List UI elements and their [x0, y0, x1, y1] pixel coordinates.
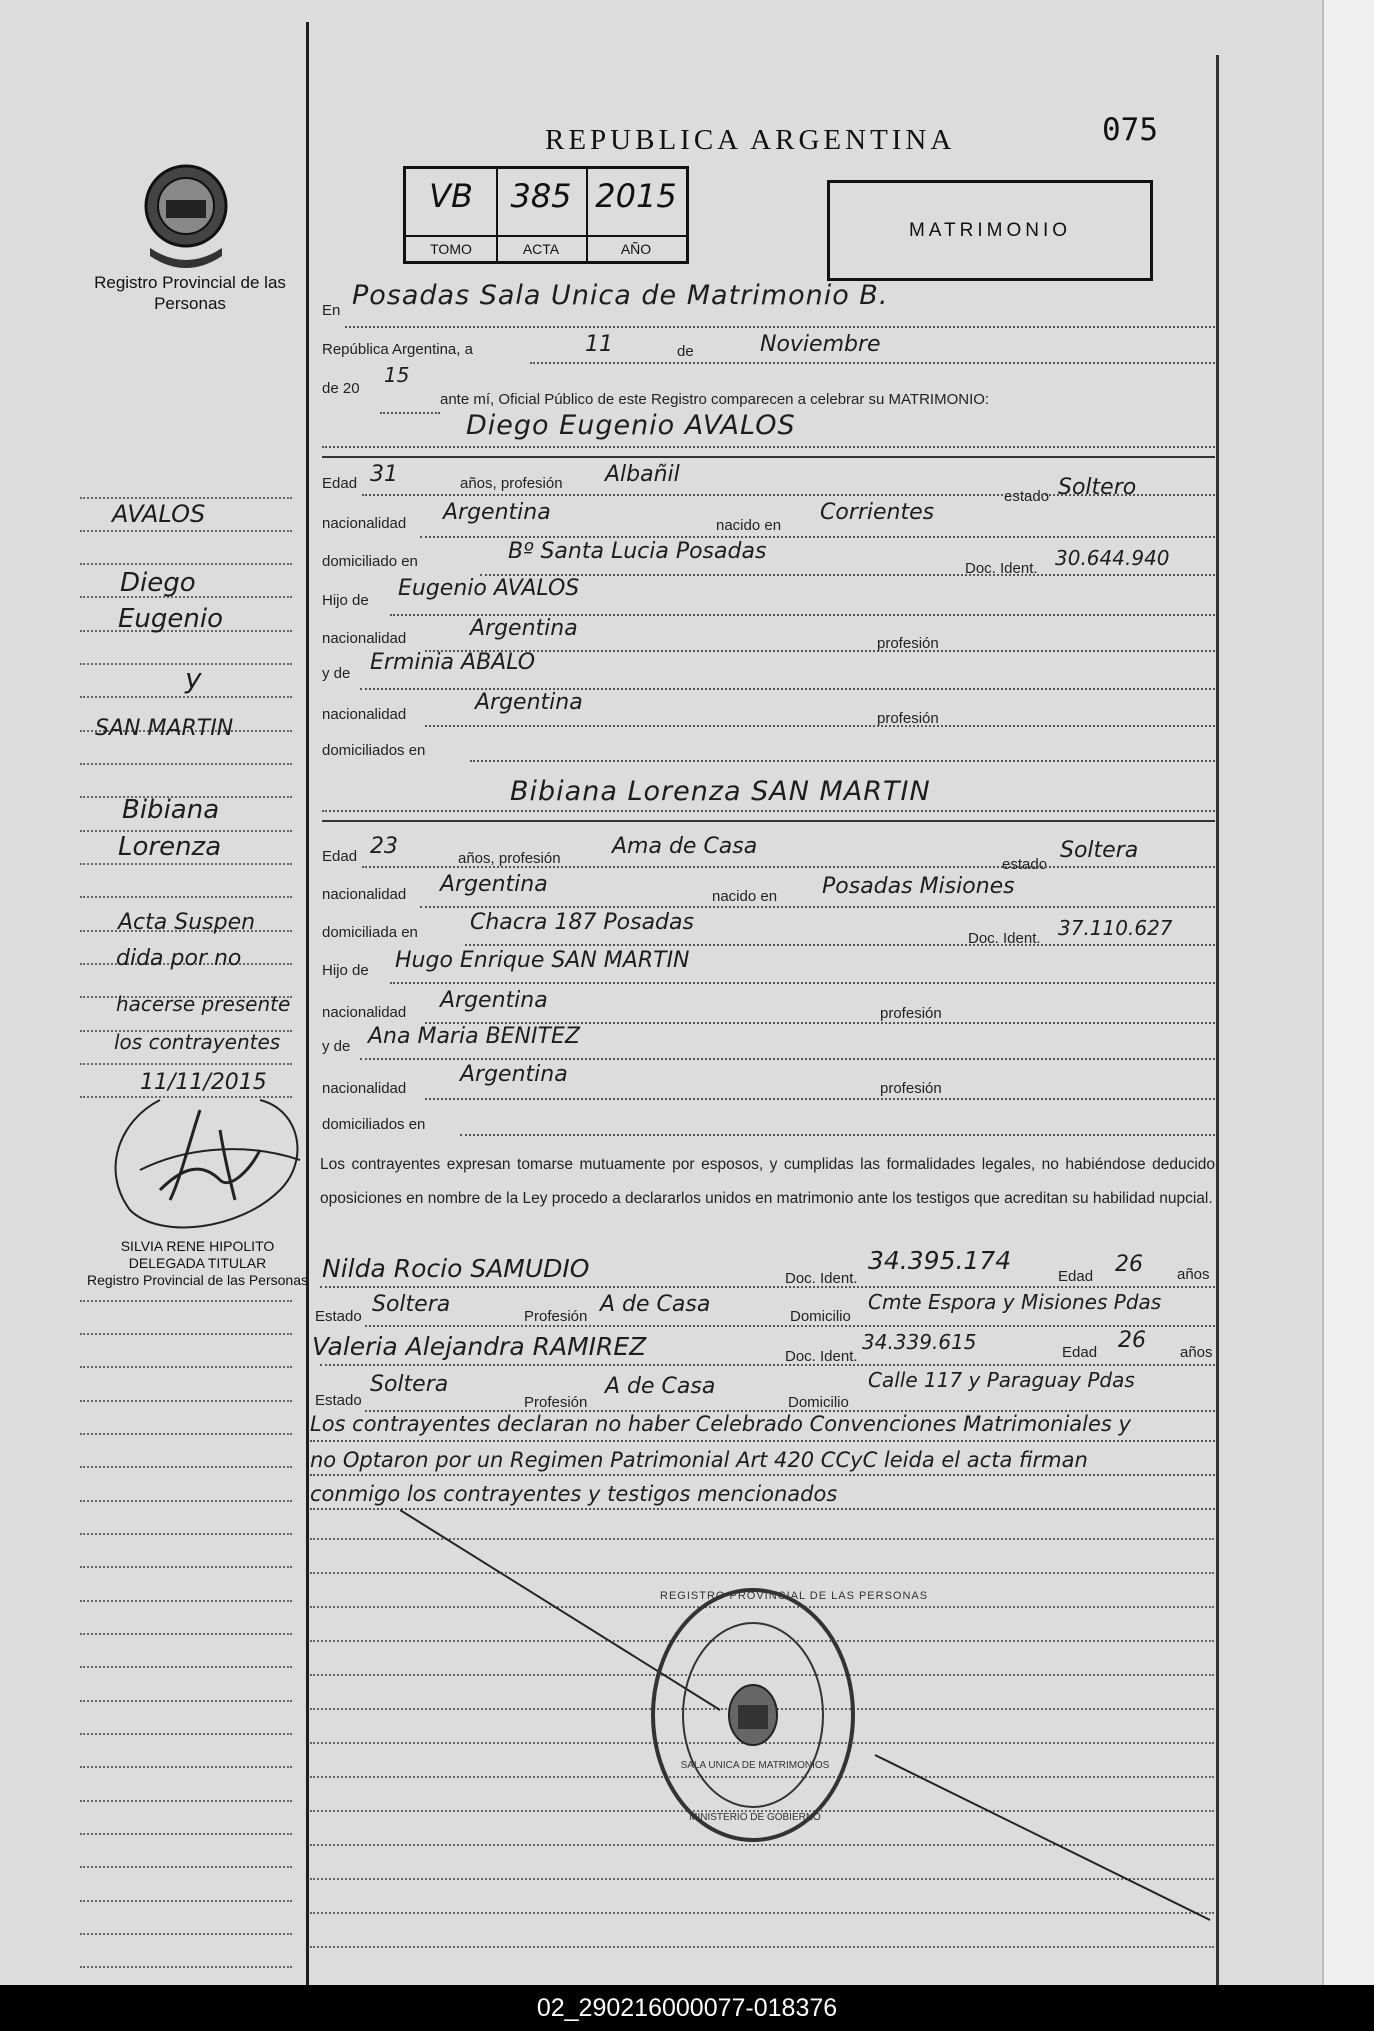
- witness1-age: 26: [1115, 1252, 1143, 1277]
- acta-cell: [496, 169, 588, 261]
- bride-edad-label: Edad: [322, 848, 358, 865]
- margin-note-4: los contrayentes: [114, 1030, 281, 1054]
- stamp-inner-text: SALA UNICA DE MATRIMONIOS: [680, 1760, 830, 1771]
- witness1-estado-label: Estado: [315, 1308, 362, 1325]
- groom-nationality: Argentina: [443, 500, 551, 525]
- witness1-profession: A de Casa: [600, 1292, 711, 1317]
- ante-label: ante mí, Oficial Público de este Registro comparecen a celebrar su MATRIMONIO:: [440, 391, 990, 408]
- official-signature-icon: [100, 1080, 310, 1240]
- groom-dom-label: domiciliado en: [322, 553, 418, 570]
- witness2-address: Calle 117 y Paraguay Pdas: [868, 1368, 1135, 1392]
- acta-label: ACTA: [496, 235, 586, 261]
- groom-mother-nac-label: nacionalidad: [322, 706, 407, 723]
- stamp-outer-text: REGISTRO PROVINCIAL DE LAS PERSONAS: [660, 1590, 929, 1602]
- groom-father: Eugenio AVALOS: [398, 576, 580, 601]
- note-line-1: Los contrayentes declaran no haber Celebrado Convenciones Matrimoniales y: [310, 1412, 1131, 1436]
- witness2-name: Valeria Alejandra RAMIREZ: [312, 1332, 647, 1361]
- groom-edad-label: Edad: [322, 475, 358, 492]
- bride-mother: Ana Maria BENITEZ: [368, 1024, 580, 1049]
- tomo-value: VB: [429, 177, 473, 215]
- anio-value: 2015: [595, 177, 677, 215]
- bride-profession: Ama de Casa: [612, 834, 758, 859]
- witness2-edad-label: Edad: [1062, 1344, 1098, 1361]
- de-label: de: [677, 343, 694, 360]
- groom-mother-prof-label: profesión: [877, 710, 939, 727]
- groom-yde-label: y de: [322, 665, 351, 682]
- margin-note-5: 11/11/2015: [140, 1070, 267, 1095]
- witness2-anios-label: años: [1180, 1344, 1213, 1361]
- day-value: 11: [585, 332, 613, 357]
- bride-name: Bibiana Lorenza SAN MARTIN: [510, 776, 931, 807]
- bride-father-prof-label: profesión: [880, 1005, 942, 1022]
- witness1-doc-label: Doc. Ident.: [785, 1270, 858, 1287]
- de20-label: de 20: [322, 380, 360, 397]
- groom-father-nationality: Argentina: [470, 616, 578, 641]
- bride-nac-label: nacionalidad: [322, 886, 407, 903]
- witness2-profession: A de Casa: [605, 1374, 716, 1399]
- witness1-name: Nilda Rocio SAMUDIO: [322, 1254, 590, 1283]
- margin-note-3: hacerse presente: [116, 992, 291, 1016]
- witness1-doc: 34.395.174: [868, 1246, 1012, 1275]
- bride-civil-status: Soltera: [1060, 838, 1139, 863]
- margin-divider: [306, 22, 309, 1985]
- witness2-doc: 34.339.615: [862, 1330, 977, 1354]
- witness1-address: Cmte Espora y Misiones Pdas: [868, 1290, 1162, 1314]
- bride-yde-label: y de: [322, 1038, 351, 1055]
- official-registry: Registro Provincial de las Personas: [87, 1272, 308, 1288]
- place-value: Posadas Sala Unica de Matrimonio B.: [352, 280, 889, 311]
- witness1-dom-label: Domicilio: [790, 1308, 851, 1325]
- groom-anios-label: años, profesión: [460, 475, 563, 492]
- official-name: SILVIA RENE HIPOLITO: [120, 1238, 275, 1254]
- witness2-dom-label: Domicilio: [788, 1394, 849, 1411]
- witness1-prof-label: Profesión: [524, 1308, 588, 1325]
- folio-number: 075: [1102, 112, 1158, 148]
- bride-parents-dom-label: domiciliados en: [322, 1116, 426, 1133]
- note-line-3: conmigo los contrayentes y testigos mencionados: [310, 1482, 838, 1506]
- witness2-doc-label: Doc. Ident.: [785, 1348, 858, 1365]
- groom-doc: 30.644.940: [1055, 546, 1170, 570]
- groom-mother: Erminia ABALO: [370, 650, 536, 675]
- witness1-edad-label: Edad: [1058, 1268, 1094, 1285]
- bride-dom-label: domiciliada en: [322, 924, 418, 941]
- acta-value: 385: [510, 177, 572, 215]
- groom-father-prof-label: profesión: [877, 635, 939, 652]
- provincial-seal-icon: [140, 160, 232, 272]
- bride-address: Chacra 187 Posadas: [470, 910, 694, 935]
- declaration-text: Los contrayentes expresan tomarse mutuamente por esposos, y cumplidas las formalidades legales, no habiéndose deducido oposiciones en nombre de la Ley procedo a declararlos unidos en matrimonio ante los testigos que acreditan su habilidad nupcial.: [320, 1156, 1215, 1207]
- witness2-prof-label: Profesión: [524, 1394, 588, 1411]
- bride-mother-nac-label: nacionalidad: [322, 1080, 407, 1097]
- groom-age: 31: [370, 462, 398, 487]
- bride-mother-prof-label: profesión: [880, 1080, 942, 1097]
- month-value: Noviembre: [760, 332, 881, 357]
- witness2-estado-label: Estado: [315, 1392, 362, 1409]
- bride-father-nac-label: nacionalidad: [322, 1004, 407, 1021]
- tomo-cell: [406, 169, 498, 261]
- bride-estado-label: estado: [1002, 856, 1048, 873]
- margin-surname-2: SAN MARTIN: [95, 716, 234, 741]
- witness2-civil-status: Soltera: [370, 1372, 449, 1397]
- groom-profession: Albañil: [605, 462, 680, 487]
- groom-nacido-label: nacido en: [716, 517, 782, 534]
- year-suffix-value: 15: [384, 363, 410, 387]
- margin-first-name-4: Lorenza: [118, 832, 222, 862]
- groom-estado-label: estado: [1004, 488, 1050, 505]
- margin-first-name-1: Diego: [120, 568, 196, 598]
- witness2-age: 26: [1118, 1328, 1146, 1353]
- margin-note-1: Acta Suspen: [118, 910, 256, 935]
- bride-hijo-label: Hijo de: [322, 962, 369, 979]
- bride-doc-label: Doc. Ident.: [968, 930, 1041, 947]
- margin-surname: AVALOS: [112, 500, 206, 528]
- margin-conjunction: y: [185, 662, 202, 695]
- groom-name: Diego Eugenio AVALOS: [466, 410, 796, 441]
- footer-id: 02_290216000077-018376: [0, 1985, 1374, 2031]
- groom-father-nac-label: nacionalidad: [322, 630, 407, 647]
- witness1-civil-status: Soltera: [372, 1292, 451, 1317]
- stamp-bottom-text: MINISTERIO DE GOBIERNO: [689, 1812, 821, 1823]
- official-title: DELEGADA TITULAR: [128, 1255, 267, 1271]
- bride-father: Hugo Enrique SAN MARTIN: [395, 948, 690, 973]
- bride-doc: 37.110.627: [1058, 916, 1173, 940]
- anio-cell: [586, 169, 686, 261]
- note-line-2: no Optaron por un Regimen Patrimonial Art 420 CCyC leida el acta firman: [310, 1448, 1088, 1472]
- bride-birthplace: Posadas Misiones: [822, 874, 1015, 899]
- witness1-anios-label: años: [1177, 1266, 1210, 1283]
- groom-address: Bº Santa Lucia Posadas: [508, 539, 767, 564]
- official-block: [80, 1238, 315, 1289]
- republica-label: República Argentina, a: [322, 341, 473, 358]
- groom-birthplace: Corrientes: [820, 500, 935, 525]
- country-title: REPUBLICA ARGENTINA: [545, 124, 956, 156]
- margin-first-name-3: Bibiana: [122, 795, 220, 825]
- margin-first-name-2: Eugenio: [118, 604, 224, 634]
- bride-age: 23: [370, 834, 398, 859]
- groom-civil-status: Soltero: [1058, 475, 1137, 500]
- groom-mother-nationality: Argentina: [475, 690, 583, 715]
- bride-father-nationality: Argentina: [440, 988, 548, 1013]
- bride-nationality: Argentina: [440, 872, 548, 897]
- tomo-label: TOMO: [406, 235, 496, 261]
- binder-edge: [1322, 0, 1374, 1985]
- act-table: [403, 166, 689, 264]
- anio-label: AÑO: [586, 235, 686, 261]
- groom-parents-dom-label: domiciliados en: [322, 742, 426, 759]
- official-stamp-icon: [648, 1585, 929, 1845]
- act-type-box: MATRIMONIO: [827, 180, 1153, 281]
- groom-doc-label: Doc. Ident.: [965, 560, 1038, 577]
- groom-hijo-label: Hijo de: [322, 592, 369, 609]
- bride-anios-label: años, profesión: [458, 850, 561, 867]
- margin-note-2: dida por no: [116, 946, 242, 971]
- registry-name: Registro Provincial de las Personas: [94, 273, 286, 313]
- bride-mother-nationality: Argentina: [460, 1062, 568, 1087]
- en-label: En: [322, 302, 341, 319]
- groom-nac-label: nacionalidad: [322, 515, 407, 532]
- bride-nacido-label: nacido en: [712, 888, 778, 905]
